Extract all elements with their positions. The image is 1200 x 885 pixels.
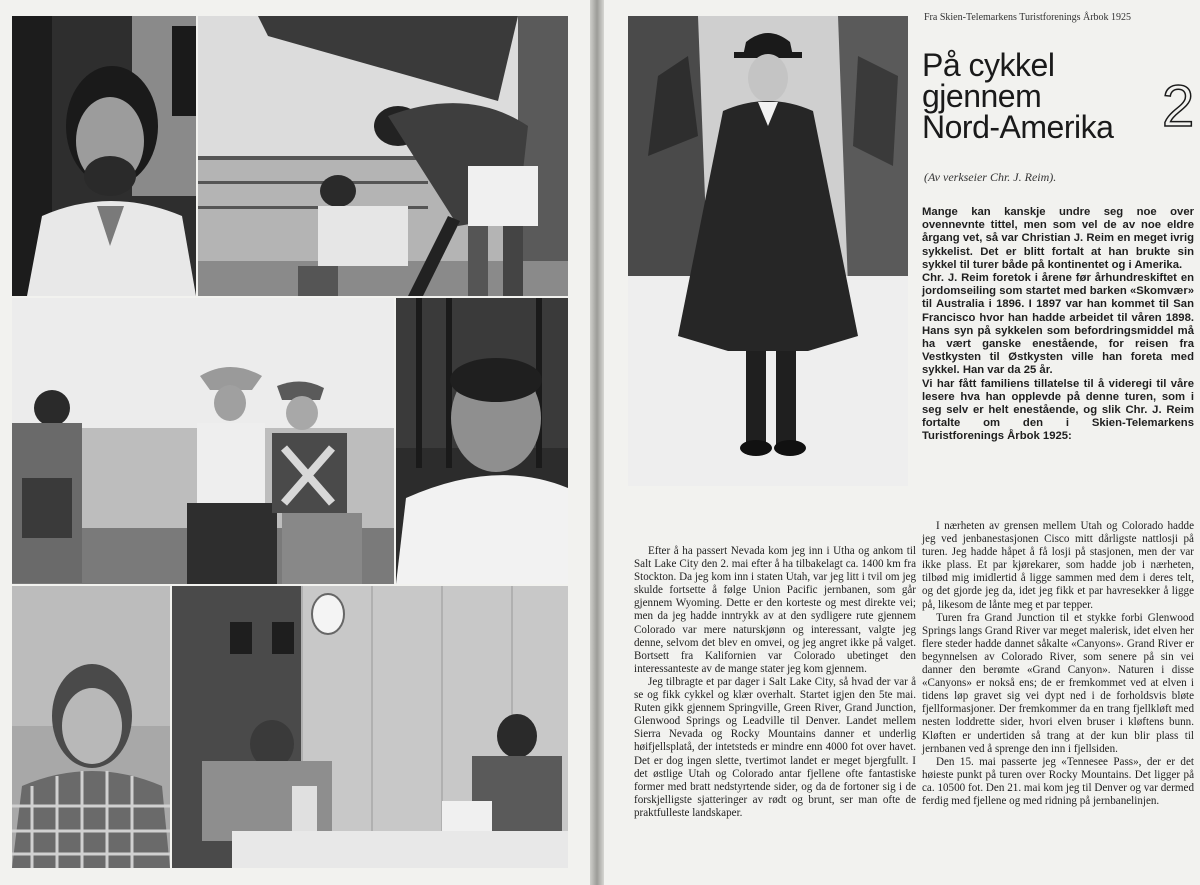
photo-youth-plaid bbox=[12, 586, 170, 868]
photo-chr-reim-portrait bbox=[628, 16, 908, 486]
article-title bbox=[922, 47, 1172, 145]
running-head: Fra Skien-Telemarkens Turistforenings Årbok 1925 bbox=[924, 12, 1132, 23]
photo-group-at-shore bbox=[12, 298, 394, 584]
lead-paragraph: Chr. J. Reim foretok i årene før århundreskiftet en jordomseiling som startet med barken «Skomvær» til Australia i 1896. I 1897 var han kommet til San Francisco hvor han hadde arbeidet til våren 1898. Hans syn på sykkelen som befordringsmiddel må ha vært ganske enestående, for reisen fra Vestkysten til Østkysten ville han foreta med sykkel. Han var da 25 år. bbox=[922, 272, 1194, 377]
photo-man-white-shirt bbox=[396, 298, 568, 584]
right-page bbox=[604, 0, 1200, 885]
body-paragraph: Den 15. mai passerte jeg «Tennesee Pass», der er det høieste punkt på turen over Rocky Mountains. Det ligger på ca. 10500 fot. Den 21. mai kom jeg til Denver og var dermed ferdig med fjellene og med ridning på jernbanelinjen. bbox=[922, 755, 1194, 807]
body-column-right bbox=[922, 520, 1194, 808]
title-line-3: Nord-Amerika bbox=[922, 109, 1114, 145]
part-number: 2 bbox=[1162, 74, 1195, 139]
left-page bbox=[0, 0, 590, 885]
body-paragraph: Turen fra Grand Junction til et stykke forbi Glenwood Springs langs Grand River var meget malerisk, idet elven her flere steder hadde dannet såkalte «Canyons». Grand River er begynnelsen av Colorado River, som senere på sin vei danner den berømte «Grand Canyon». Naturen i disse «Canyons» er nokså ens; de er fremkommet ved at elven i tidens løp gravet sig vei dypt ned i de forholdsvis bløte fjellformasjoner. Der fremkommer da en trang fjellkløft med nesten loddrette sider, hvori elven bruser i kløftens bunn. Kløften er undertiden så trang at der kun blir plass til jernbanen ved å sprenge den inn i fjellsiden. bbox=[922, 611, 1194, 755]
lead-paragraph: Vi har fått familiens tillatelse til å videregi til våre lesere hva han opplevde på denne turen, som i seg selv er helt enestående, og slik Chr. J. Reim fortalte om den i Skien-Telemarkens Turistforenings Årbok 1925: bbox=[922, 377, 1194, 443]
body-paragraph: I nærheten av grensen mellem Utah og Colorado hadde jeg ved jenbanestasjonen Cisco mitt dårligste nattlosji på turen. Jeg hadde håpet å få losji på stasjonen, men der var ikke plass. Et par kjørekarer, som hadde job i nærheten, tilbød mig imidlertid å ligge sammen med dem i deres telt, og det gjorde jeg da, idet jeg fikk et par havresekker å ligge på, likesom de lånte meg et par tepper. bbox=[922, 520, 1194, 611]
body-paragraph: Jeg tilbragte et par dager i Salt Lake City, så hvad der var å se og fikk cykkel og klær overhalt. Startet igjen den 5te mai. Ruten gikk gjennem Springville, Green River, Grand Junction, Glenwood Springs og Leadville til Denver. Landet mellem Sierra Nevada og Rocky Mountains danner et underlig høifjellsplatå, der intetsteds er mindre enn 4000 fot over havet. Det er dog ingen slette, tvertimot landet er meget bjergfullt. I det østlige Utah og Colorado antar fjellene ofte fantastiske former med bratt nedstyrtende sider, og da de fortoner sig i de forskjelligste sjatteringer av rødt og brunt, ser man ofte de praktfulleste landskaper. bbox=[634, 675, 916, 819]
body-column-left bbox=[634, 545, 916, 820]
photo-bearded-man bbox=[12, 16, 196, 296]
page-gutter bbox=[590, 0, 604, 885]
title-line-2: gjennem bbox=[922, 78, 1042, 114]
lead-text bbox=[922, 206, 1194, 444]
photo-ship-deck bbox=[198, 16, 568, 296]
title-line-1: På cykkel bbox=[922, 47, 1055, 83]
photo-cabin-interior bbox=[172, 586, 568, 868]
byline: (Av verkseier Chr. J. Reim). bbox=[924, 170, 1057, 184]
lead-paragraph: Mange kan kanskje undre seg noe over ovennevnte tittel, men som vel de av noe eldre årgang vet, så var Christian J. Reim en meget ivrig sykkelist. Det er blitt fortalt at han brukte sin sykkel til turer både på kontinentet og i Amerika. bbox=[922, 206, 1194, 271]
body-paragraph: Efter å ha passert Nevada kom jeg inn i Utha og ankom til Salt Lake City den 2. mai efter å ha tilbakelagt ca. 1400 km fra Stockton. Da jeg kom inn i staten Utah, var jeg litt i tvil om jeg skulde fortsette å følge Union Pacific jernbanen, som går gjennem Wyoming. Dette er den korteste og mest direkte vei; men da jeg hadde inntrykk av at den sydligere rute gjennem Colorado var mere naturskjønn og interessant, valgte jeg denne, selvom det blev en omvei, og jeg angret ikke på valget. Bortsett fra Kalifornien var Colorado ubetinget den interessanteste av de mange stater jeg kom gjennem. bbox=[634, 545, 916, 675]
